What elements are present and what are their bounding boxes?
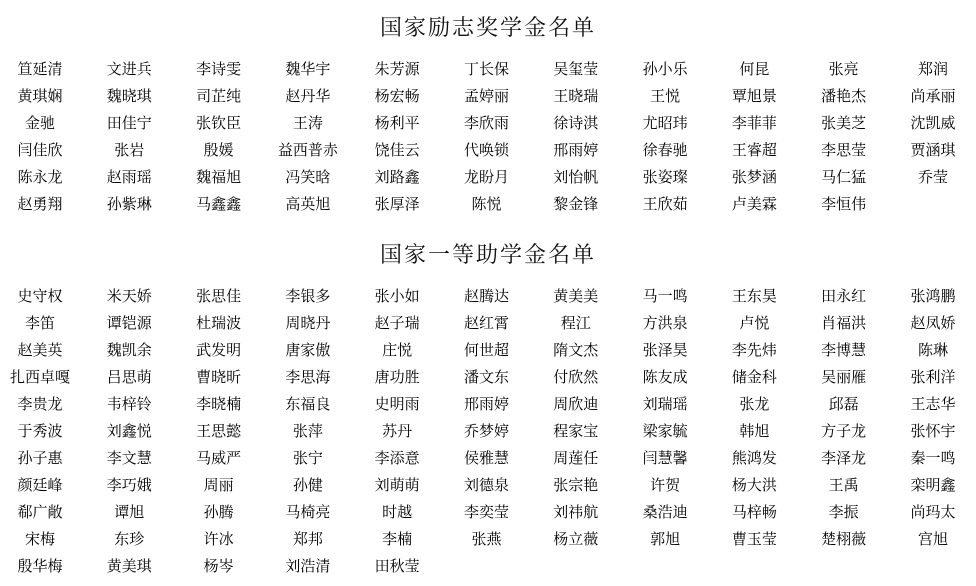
student-name: 卢美霖 <box>731 195 777 213</box>
student-name: 孙小乐 <box>642 60 688 78</box>
student-name: 郭旭 <box>650 530 681 548</box>
name-row <box>0 418 976 445</box>
scholarship-name-list <box>0 56 976 218</box>
student-name: 郑润 <box>917 60 948 78</box>
name-row <box>0 310 976 337</box>
student-name: 魏华宇 <box>285 60 331 78</box>
student-name: 庄悦 <box>382 341 413 359</box>
student-name: 颜廷峰 <box>17 476 63 494</box>
student-name: 李楠 <box>382 530 413 548</box>
student-name: 曹玉莹 <box>731 530 777 548</box>
student-name: 乔梦婷 <box>463 422 509 440</box>
name-row <box>0 526 976 553</box>
student-name: 刘路鑫 <box>374 168 420 186</box>
student-name: 陈悦 <box>471 195 502 213</box>
student-name: 梁家毓 <box>642 422 688 440</box>
student-name: 隋文杰 <box>553 341 599 359</box>
student-name: 贾涵琪 <box>910 141 956 159</box>
student-name: 张宗艳 <box>553 476 599 494</box>
student-name: 刘怡帆 <box>553 168 599 186</box>
student-name: 谭铠源 <box>106 314 152 332</box>
student-name: 马椅亮 <box>285 503 331 521</box>
student-name: 史明雨 <box>374 395 420 413</box>
student-name: 刘鑫悦 <box>106 422 152 440</box>
student-name: 龙盼月 <box>463 168 509 186</box>
student-name: 刘祎航 <box>553 503 599 521</box>
name-row <box>0 164 976 191</box>
student-name: 高英旭 <box>285 195 331 213</box>
student-name: 王晓瑞 <box>553 87 599 105</box>
student-name: 王思懿 <box>196 422 242 440</box>
student-name: 杨宏畅 <box>374 87 420 105</box>
student-name: 米天娇 <box>106 287 152 305</box>
student-name: 邱磊 <box>828 395 859 413</box>
name-row <box>0 364 976 391</box>
student-name: 秦一鸣 <box>910 449 956 467</box>
student-name: 李振 <box>828 503 859 521</box>
name-row <box>0 391 976 418</box>
student-name: 黄琪娴 <box>17 87 63 105</box>
student-name: 黄美美 <box>553 287 599 305</box>
student-name: 马一鸣 <box>642 287 688 305</box>
student-name: 周丽 <box>203 476 234 494</box>
student-name: 刘萌萌 <box>374 476 420 494</box>
student-name: 孙健 <box>292 476 323 494</box>
student-name: 文进兵 <box>106 60 152 78</box>
student-name: 付欣然 <box>553 368 599 386</box>
student-name: 史守权 <box>17 287 63 305</box>
student-name: 孙子惠 <box>17 449 63 467</box>
student-name: 李银多 <box>285 287 331 305</box>
student-name: 武发明 <box>196 341 242 359</box>
student-name: 孟婷丽 <box>463 87 509 105</box>
student-name: 饶佳云 <box>374 141 420 159</box>
student-name: 吴丽雁 <box>821 368 867 386</box>
student-name: 李笛 <box>24 314 55 332</box>
student-name: 李菲菲 <box>731 114 777 132</box>
student-name: 王志华 <box>910 395 956 413</box>
student-name: 于秀波 <box>17 422 63 440</box>
student-name: 许冰 <box>203 530 234 548</box>
student-name: 李巧娥 <box>106 476 152 494</box>
name-row <box>0 137 976 164</box>
student-name: 赵雨瑶 <box>106 168 152 186</box>
student-name: 代唤锁 <box>463 141 509 159</box>
student-name: 陈友成 <box>642 368 688 386</box>
student-name: 刘浩清 <box>285 557 331 575</box>
name-row <box>0 337 976 364</box>
student-name: 李恒伟 <box>821 195 867 213</box>
student-name: 楚栩薇 <box>821 530 867 548</box>
student-name: 杨岑 <box>203 557 234 575</box>
student-name: 张钦臣 <box>196 114 242 132</box>
name-row <box>0 472 976 499</box>
student-name: 马梓畅 <box>731 503 777 521</box>
student-name: 张怀宇 <box>910 422 956 440</box>
student-name: 马鑫鑫 <box>196 195 242 213</box>
student-name: 王欣茹 <box>642 195 688 213</box>
grant-name-list <box>0 283 976 580</box>
student-name: 方子龙 <box>821 422 867 440</box>
student-name: 卢悦 <box>739 314 770 332</box>
student-name: 尤昭玮 <box>642 114 688 132</box>
student-name: 王涛 <box>292 114 323 132</box>
student-name: 赵子瑞 <box>374 314 420 332</box>
student-name: 王东昊 <box>731 287 777 305</box>
student-name: 马仁猛 <box>821 168 867 186</box>
student-name: 马威严 <box>196 449 242 467</box>
student-name: 方洪泉 <box>642 314 688 332</box>
student-name: 徐诗淇 <box>553 114 599 132</box>
student-name: 殷媛 <box>203 141 234 159</box>
student-name: 唐功胜 <box>374 368 420 386</box>
student-name: 肖福洪 <box>821 314 867 332</box>
student-name: 王睿超 <box>731 141 777 159</box>
student-name: 何世超 <box>463 341 509 359</box>
student-name: 张亮 <box>828 60 859 78</box>
student-name: 张龙 <box>739 395 770 413</box>
student-name: 周欣迪 <box>553 395 599 413</box>
student-name: 孙紫琳 <box>106 195 152 213</box>
student-name: 张岩 <box>114 141 145 159</box>
student-name: 赵美英 <box>17 341 63 359</box>
student-name: 沈凯威 <box>910 114 956 132</box>
student-name: 时越 <box>382 503 413 521</box>
student-name: 赵腾达 <box>463 287 509 305</box>
name-row <box>0 499 976 526</box>
student-name: 李贵龙 <box>17 395 63 413</box>
student-name: 李添意 <box>374 449 420 467</box>
student-name: 刘瑞瑶 <box>642 395 688 413</box>
student-name: 李诗雯 <box>196 60 242 78</box>
student-name: 闫佳欣 <box>17 141 63 159</box>
student-name: 张厚泽 <box>374 195 420 213</box>
student-name: 赵红霄 <box>463 314 509 332</box>
student-name: 徐春驰 <box>642 141 688 159</box>
student-name: 张思佳 <box>196 287 242 305</box>
student-name: 朱芳源 <box>374 60 420 78</box>
student-name: 宋梅 <box>24 530 55 548</box>
student-name: 李博慧 <box>821 341 867 359</box>
student-name: 唐家傲 <box>285 341 331 359</box>
student-name: 何昆 <box>739 60 770 78</box>
student-name: 李思莹 <box>821 141 867 159</box>
student-name: 谭旭 <box>114 503 145 521</box>
student-name: 冯笑晗 <box>285 168 331 186</box>
student-name: 张燕 <box>471 530 502 548</box>
student-name: 扎西卓嘎 <box>9 368 70 386</box>
student-name: 张美芝 <box>821 114 867 132</box>
student-name: 尚玛太 <box>910 503 956 521</box>
student-name: 周晓丹 <box>285 314 331 332</box>
student-name: 邢雨婷 <box>553 141 599 159</box>
student-name: 李思海 <box>285 368 331 386</box>
student-name: 宫旭 <box>917 530 948 548</box>
student-name: 杨利平 <box>374 114 420 132</box>
student-name: 李晓楠 <box>196 395 242 413</box>
student-name: 李泽龙 <box>821 449 867 467</box>
student-name: 李欣雨 <box>463 114 509 132</box>
student-name: 李先炜 <box>731 341 777 359</box>
student-name: 储金科 <box>731 368 777 386</box>
student-name: 金驰 <box>24 114 55 132</box>
student-name: 潘文东 <box>463 368 509 386</box>
student-name: 杨大洪 <box>731 476 777 494</box>
student-name: 张梦涵 <box>731 168 777 186</box>
student-name: 周莲任 <box>553 449 599 467</box>
student-name: 杜瑞波 <box>196 314 242 332</box>
student-name: 苏丹 <box>382 422 413 440</box>
name-row <box>0 56 976 83</box>
student-name: 程家宝 <box>553 422 599 440</box>
student-name: 张小如 <box>374 287 420 305</box>
student-name: 许贺 <box>650 476 681 494</box>
student-name: 田佳宁 <box>106 114 152 132</box>
student-name: 程江 <box>560 314 591 332</box>
student-name: 孙腾 <box>203 503 234 521</box>
student-name: 李文慧 <box>106 449 152 467</box>
name-row <box>0 553 976 580</box>
student-name: 侯雅慧 <box>463 449 509 467</box>
student-name: 吕思萌 <box>106 368 152 386</box>
student-name: 张鸿鹏 <box>910 287 956 305</box>
name-row <box>0 191 976 218</box>
student-name: 田永红 <box>821 287 867 305</box>
student-name: 笪延清 <box>17 60 63 78</box>
student-name: 殷华梅 <box>17 557 63 575</box>
student-name: 张利洋 <box>910 368 956 386</box>
student-name: 尚承丽 <box>910 87 956 105</box>
student-name: 吴玺莹 <box>553 60 599 78</box>
section-title-grant: 国家一等助学金名单 <box>379 243 596 268</box>
student-name: 桑浩迪 <box>642 503 688 521</box>
student-name: 张宁 <box>292 449 323 467</box>
name-row <box>0 445 976 472</box>
student-name: 丁长保 <box>463 60 509 78</box>
student-name: 田秋莹 <box>374 557 420 575</box>
name-row <box>0 283 976 310</box>
student-name: 黄美琪 <box>106 557 152 575</box>
student-name: 刘德泉 <box>463 476 509 494</box>
student-name: 覃旭景 <box>731 87 777 105</box>
student-name: 赵凤娇 <box>910 314 956 332</box>
student-name: 乔莹 <box>917 168 948 186</box>
name-row <box>0 110 976 137</box>
student-name: 郑邦 <box>292 530 323 548</box>
student-name: 益西普赤 <box>277 141 338 159</box>
student-name: 陈琳 <box>917 341 948 359</box>
student-name: 邢雨婷 <box>463 395 509 413</box>
student-name: 郗广敞 <box>17 503 63 521</box>
student-name: 张姿璨 <box>642 168 688 186</box>
student-name: 黎金锋 <box>553 195 599 213</box>
name-row <box>0 83 976 110</box>
student-name: 王悦 <box>650 87 681 105</box>
student-name: 栾明鑫 <box>910 476 956 494</box>
student-name: 王禹 <box>828 476 859 494</box>
student-name: 东珍 <box>114 530 145 548</box>
student-name: 曹晓昕 <box>196 368 242 386</box>
student-name: 张萍 <box>292 422 323 440</box>
student-name: 东福良 <box>285 395 331 413</box>
student-name: 魏凯余 <box>106 341 152 359</box>
student-name: 闫慧馨 <box>642 449 688 467</box>
student-name: 李奕莹 <box>463 503 509 521</box>
student-name: 张泽昊 <box>642 341 688 359</box>
section-title-scholarship: 国家励志奖学金名单 <box>379 16 596 41</box>
student-name: 魏晓琪 <box>106 87 152 105</box>
student-name: 杨立薇 <box>553 530 599 548</box>
student-name: 韦梓铃 <box>106 395 152 413</box>
student-name: 陈永龙 <box>17 168 63 186</box>
student-name: 熊鸿发 <box>731 449 777 467</box>
student-name: 潘艳杰 <box>821 87 867 105</box>
student-name: 韩旭 <box>739 422 770 440</box>
student-name: 赵勇翔 <box>17 195 63 213</box>
student-name: 司芷纯 <box>196 87 242 105</box>
student-name: 魏福旭 <box>196 168 242 186</box>
student-name: 赵丹华 <box>285 87 331 105</box>
